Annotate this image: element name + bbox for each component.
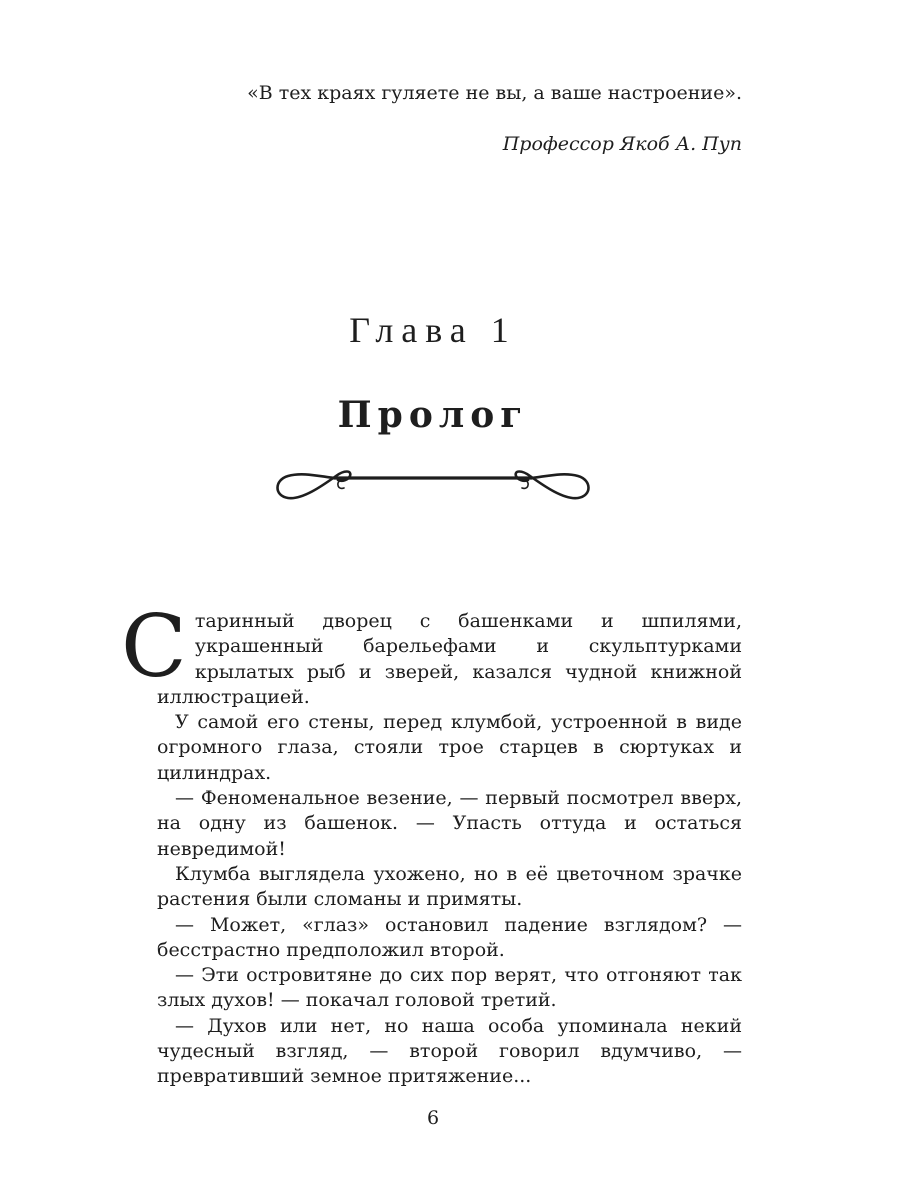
paragraph: — Эти островитяне до сих пор верят, что отгоняют так злых духов! — покачал головой третий. (157, 964, 742, 1012)
drop-cap: С (121, 597, 187, 697)
chapter-title: Пролог (337, 394, 529, 436)
paragraph: У самой его стены, перед клумбой, устроенной в виде огромного глаза, стояли трое старцев в сюртуках и цилиндрах. (157, 711, 742, 784)
paragraph (121, 597, 742, 710)
paragraph: — Феноменальное везение, — первый посмотрел вверх, на одну из башенок. — Упасть оттуда и остаться невредимой! (157, 787, 742, 860)
paragraph: Клумба выглядела ухожено, но в её цветочном зрачке растения были сломаны и примяты. (157, 862, 742, 911)
paragraph: — Духов или нет, но наша особа упоминала некий чудесный взгляд, — второй говорил вдумчиво, — превративший земное притяжение... (157, 1014, 742, 1088)
epigraph-quote: «В тех краях гуляете не вы, а ваше настроение». (247, 82, 742, 104)
paragraph-text: таринный дворец с башенками и шпилями, украшенный барельефами и скульптурками крылатых рыб и зверей, казался чудной книжной иллюстрацией. (157, 610, 742, 708)
page-number: 6 (426, 1107, 440, 1129)
flourish-divider-icon (272, 462, 594, 506)
paragraph: — Может, «глаз» остановил падение взглядом? — бесстрастно предположил второй. (157, 913, 742, 961)
body-text (121, 597, 742, 1090)
chapter-label: Глава 1 (349, 310, 517, 350)
epigraph-author: Профессор Якоб А. Пуп (502, 133, 742, 155)
